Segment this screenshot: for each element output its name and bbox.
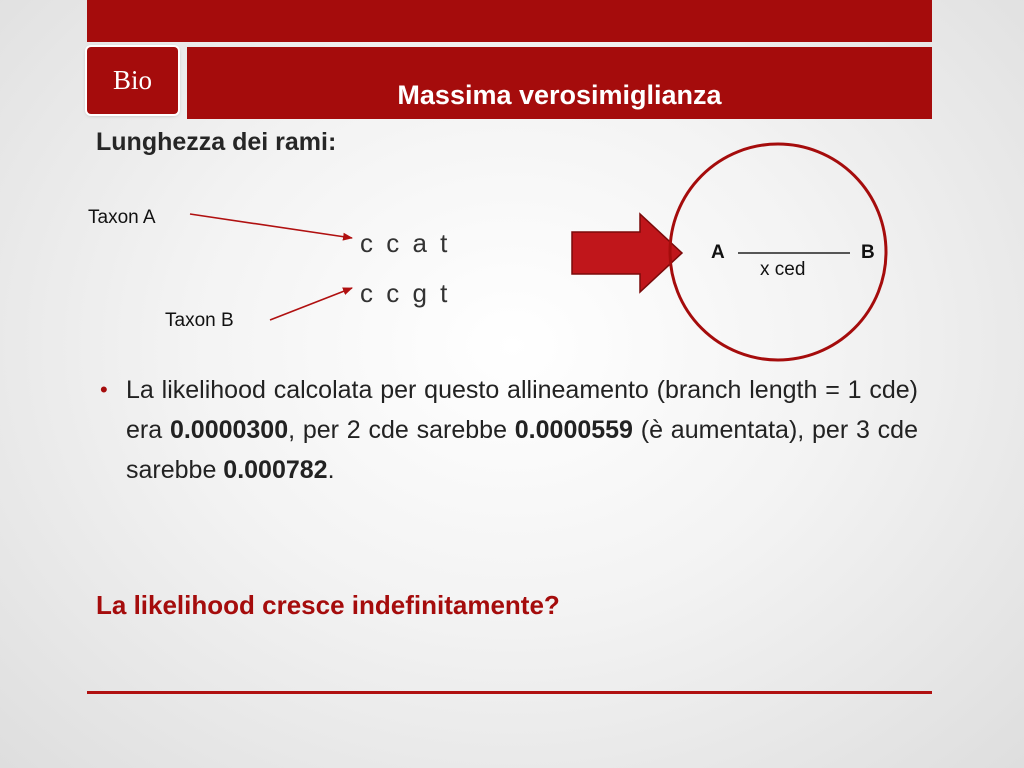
slide-title: Massima verosimiglianza — [397, 80, 722, 110]
taxon-b-label: Taxon B — [165, 310, 234, 331]
zoom-circle — [670, 144, 886, 360]
likelihood-value-2: 0.0000559 — [514, 416, 633, 444]
bio-badge-label: Bio — [112, 65, 152, 95]
bullet-dot: • — [100, 377, 108, 402]
taxon-a-pointer-arrow — [190, 214, 352, 238]
sequence-taxon-b: c c g t — [360, 278, 451, 308]
sequence-taxon-a: c c a t — [360, 228, 451, 258]
bottom-divider — [87, 691, 932, 694]
block-arrow-icon — [572, 214, 682, 292]
bullet-text-1: La likelihood calcolata per questo allineamento (branch length = 1 cde) era — [126, 376, 918, 444]
section-heading: Lunghezza dei rami: — [96, 128, 337, 156]
tree-node-a: A — [711, 242, 725, 263]
bullet-text-4: . — [327, 456, 335, 484]
bullet-paragraph — [96, 370, 918, 490]
likelihood-value-3: 0.000782 — [223, 456, 328, 484]
tree-node-b: B — [861, 242, 875, 263]
question-text: La likelihood cresce indefinitamente? — [96, 590, 560, 620]
likelihood-value-1: 0.0000300 — [169, 416, 289, 444]
taxon-a-label: Taxon A — [88, 207, 156, 228]
taxon-b-pointer-arrow — [270, 288, 352, 320]
bullet-text-3: (è aumentata), per 3 cde sarebbe — [126, 416, 918, 484]
branch-length-label: x ced — [760, 259, 806, 280]
bullet-text-2: , per 2 cde sarebbe — [288, 416, 515, 444]
